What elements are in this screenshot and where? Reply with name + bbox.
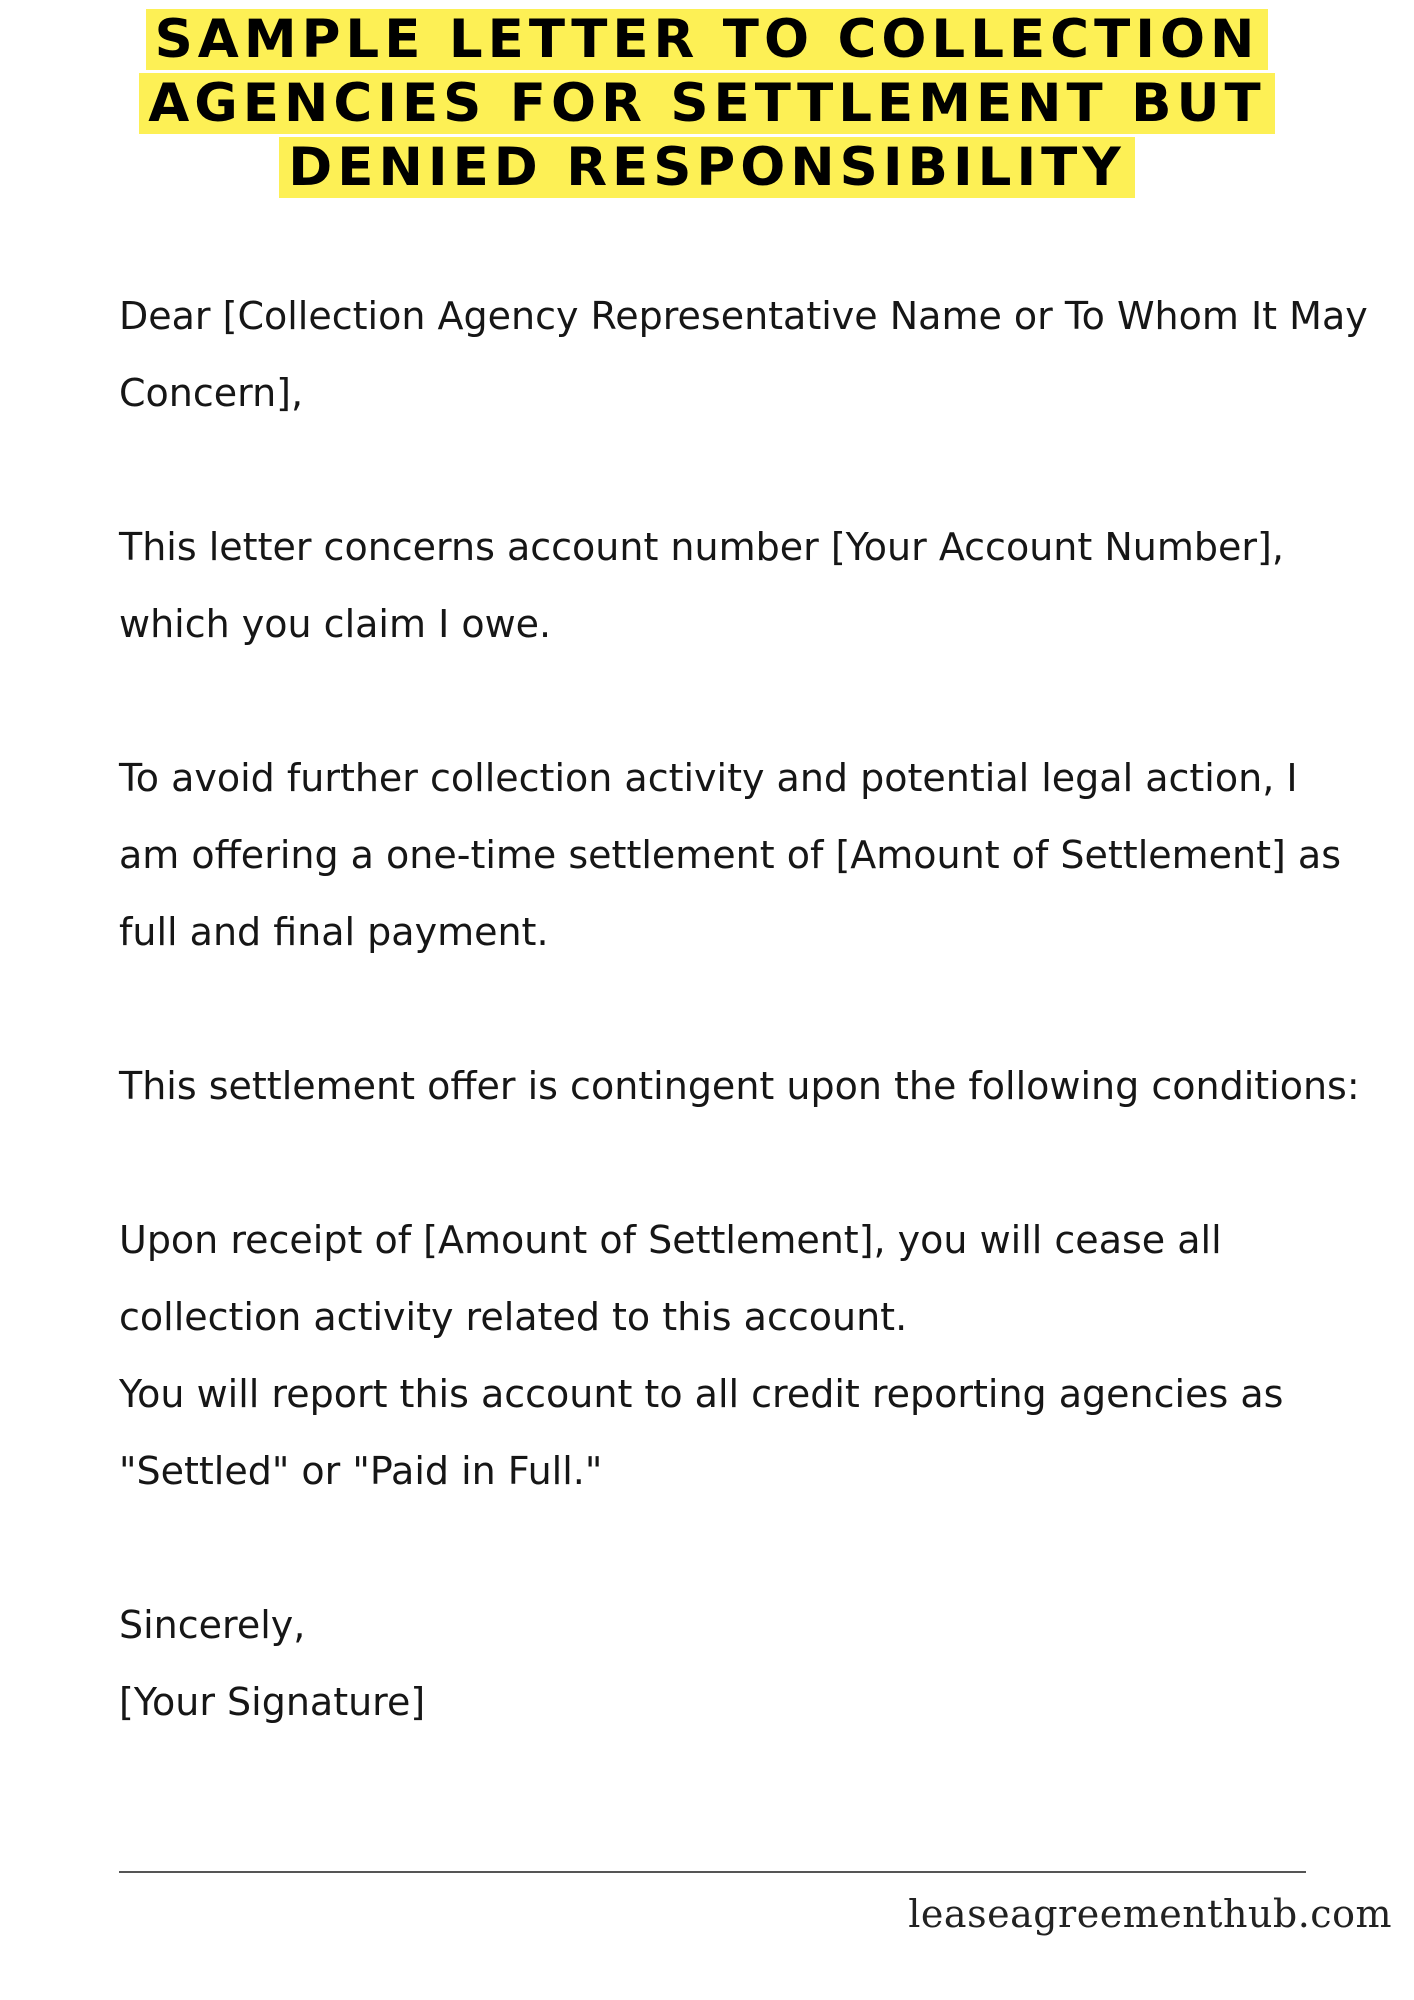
title-line-2: AGENCIES FOR SETTLEMENT BUT	[139, 73, 1274, 134]
footer-divider	[119, 1871, 1306, 1873]
letter-body	[119, 278, 1369, 1741]
paragraph-account: This letter concerns account number [Your Account Number], which you claim I owe.	[119, 525, 1284, 646]
title-line-1: SAMPLE LETTER TO COLLECTION	[146, 9, 1269, 70]
closing: Sincerely,	[119, 1603, 306, 1647]
condition-report-settled: You will report this account to all credit reporting agencies as "Settled" or "Paid in Full."	[119, 1372, 1284, 1493]
paragraph-conditions-intro: This settlement offer is contingent upon the following conditions:	[119, 1064, 1360, 1108]
document-title	[0, 8, 1414, 200]
title-line-3: DENIED RESPONSIBILITY	[279, 137, 1134, 198]
paragraph-settlement-offer: To avoid further collection activity and potential legal action, I am offering a one-time settlement of [Amount of Settlement] as full and final payment.	[119, 756, 1341, 954]
signature-placeholder: [Your Signature]	[119, 1680, 426, 1724]
footer-brand: leaseagreementhub.com	[908, 1892, 1392, 1936]
condition-cease-collection: Upon receipt of [Amount of Settlement], you will cease all collection activity related to this account.	[119, 1218, 1222, 1339]
signature-block	[119, 1587, 1369, 1741]
salutation: Dear [Collection Agency Representative Name or To Whom It May Concern],	[119, 294, 1368, 415]
